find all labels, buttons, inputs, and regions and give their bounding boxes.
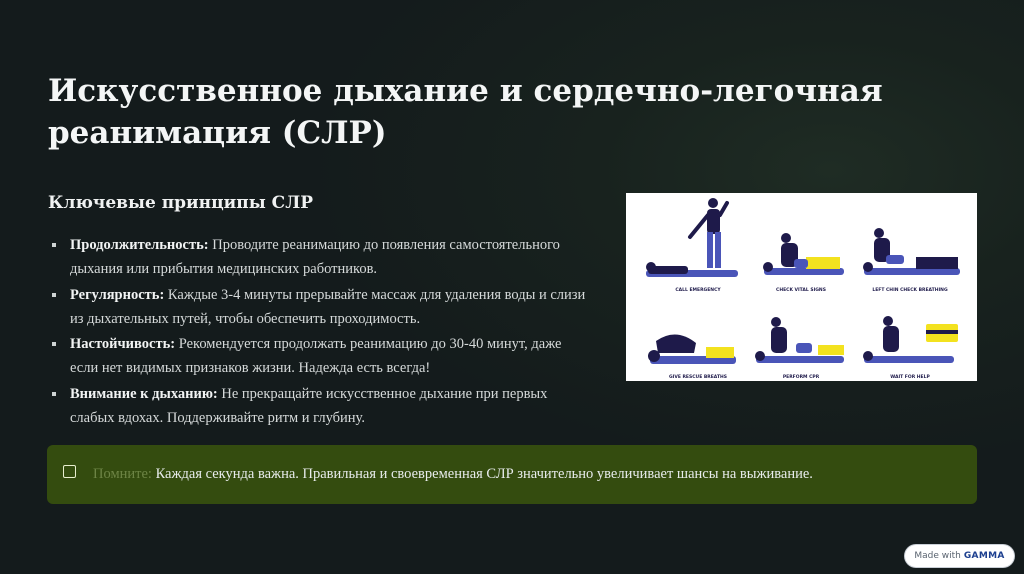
item-text: Рекомендуется продолжать реанимацию до 30-40 минут, даже если нет видимых признаков жизни. Надежда есть всегда! (70, 336, 562, 376)
step-caption: LEFT CHIN CHECK BREATHING (872, 288, 948, 293)
step-check-breathing-figure (863, 228, 960, 275)
callout-text: Каждая секунда важна. Правильная и своевременная СЛР значительно увеличивает шансы на выживание. (151, 466, 813, 482)
callout-content (93, 466, 813, 483)
bullet-icon (52, 392, 56, 396)
item-label: Настойчивость: (70, 336, 176, 352)
step-check-vital-signs-figure (763, 233, 844, 275)
step-caption: WAIT FOR HELP (890, 375, 930, 380)
step-caption: GIVE RESCUE BREATHS (668, 375, 728, 380)
cpr-steps-illustration (626, 193, 977, 381)
list-item (50, 233, 590, 281)
item-text: Проводите реанимацию до появления самостоятельного дыхания или прибытия медицинских работников. (70, 237, 560, 277)
step-rescue-breaths-figure (648, 334, 736, 364)
reminder-callout (47, 445, 977, 504)
list-item (50, 283, 590, 331)
principles-list (50, 233, 590, 431)
step-perform-cpr-figure (755, 317, 844, 363)
step-caption: PERFORM CPR (782, 375, 820, 380)
item-text: Каждые 3-4 минуты прерывайте массаж для удаления воды и слизи из дыхательных путей, чтобы обеспечить проходимость. (70, 286, 586, 327)
step-caption: CHECK VITAL SIGNS (776, 288, 826, 293)
item-label: Регулярность: (70, 286, 165, 303)
item-label: Продолжительность: (70, 237, 209, 253)
list-item (50, 382, 590, 430)
bullet-icon (52, 243, 56, 247)
section-subtitle: Ключевые принципы СЛР (48, 193, 314, 213)
bullet-icon (52, 293, 56, 297)
slide-title: Искусственное дыхание и сердечно-легочная реанимация (СЛР) (48, 73, 883, 151)
list-item (50, 332, 590, 380)
note-icon (63, 465, 76, 478)
step-wait-for-help-figure (863, 316, 958, 363)
step-call-emergency-figure (646, 198, 738, 277)
made-with-gamma-badge[interactable] (905, 545, 1014, 567)
badge-prefix: Made with (914, 551, 961, 561)
item-text: Не прекращайте искусственное дыхание при первых слабых вдохах. Поддерживайте ритм и глубину. (70, 385, 548, 426)
gamma-logo: GAMMA (963, 551, 1005, 561)
step-caption: CALL EMERGENCY (675, 288, 721, 293)
bullet-icon (52, 342, 56, 346)
item-label: Внимание к дыханию: (70, 385, 218, 402)
callout-label: Помните: (93, 466, 152, 482)
